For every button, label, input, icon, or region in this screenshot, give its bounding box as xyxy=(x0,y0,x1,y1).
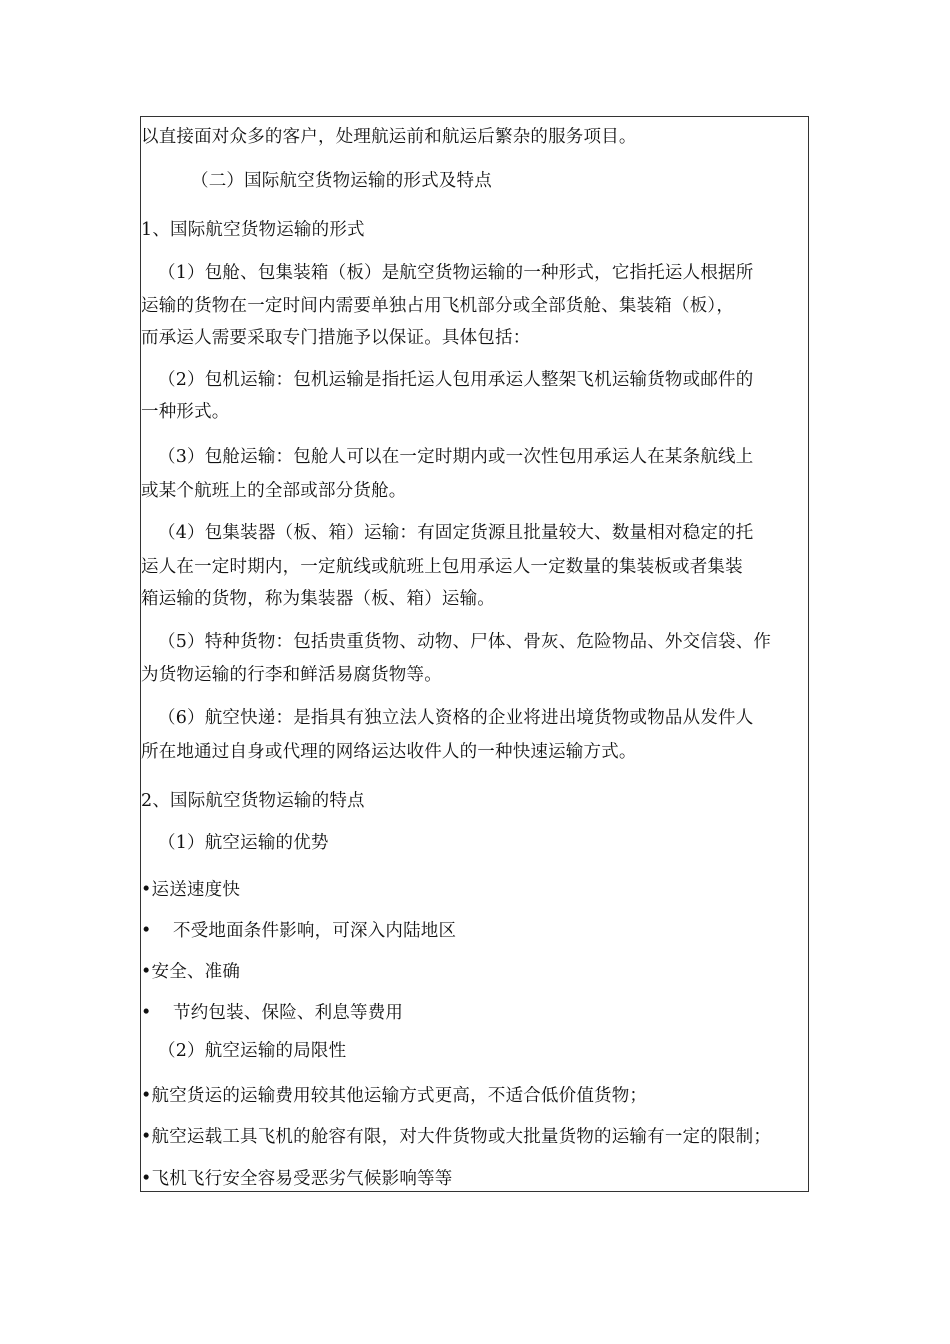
text-line: （6）航空快递：是指具有独立法人资格的企业将进出境货物或物品从发件人 xyxy=(158,708,754,728)
text-line: 运人在一定时期内，一定航线或航班上包用承运人一定数量的集装板或者集装 xyxy=(141,557,743,577)
bullet-item: •安全、准确 xyxy=(141,962,241,982)
subsection-heading: 2、国际航空货物运输的特点 xyxy=(141,791,365,811)
text-line: 一种形式。 xyxy=(141,402,230,422)
text-line: 运输的货物在一定时间内需要单独占用飞机部分或全部货舱、集装箱（板）， xyxy=(141,296,735,316)
bullet-item: •运送速度快 xyxy=(141,880,241,900)
list-heading: （1）航空运输的优势 xyxy=(158,833,329,853)
text-line: 或某个航班上的全部或部分货舱。 xyxy=(141,481,407,501)
bullet-marker: • xyxy=(141,921,152,941)
bullet-item-text: 不受地面条件影响，可深入内陆地区 xyxy=(173,921,457,941)
bullet-item: •航空货运的运输费用较其他运输方式更高，不适合低价值货物； xyxy=(141,1086,648,1106)
text-line: 而承运人需要采取专门措施予以保证。具体包括： xyxy=(141,328,531,348)
list-heading: （2）航空运输的局限性 xyxy=(158,1041,347,1061)
bullet-item: •航空运载工具飞机的舱容有限，对大件货物或大批量货物的运输有一定的限制； xyxy=(141,1127,772,1147)
text-line: 箱运输的货物，称为集装器（板、箱）运输。 xyxy=(141,589,495,609)
subsection-heading: 1、国际航空货物运输的形式 xyxy=(141,220,365,240)
bullet-item: •飞机飞行安全容易受恶劣气候影响等等 xyxy=(141,1169,453,1189)
section-heading: （二）国际航空货物运输的形式及特点 xyxy=(191,171,492,191)
bullet-marker: • xyxy=(141,1003,152,1023)
text-line: 所在地通过自身或代理的网络运达收件人的一种快速运输方式。 xyxy=(141,742,637,762)
text-line: （5）特种货物：包括贵重货物、动物、尸体、骨灰、危险物品、外交信袋、作 xyxy=(158,632,772,652)
text-line: 为货物运输的行李和鲜活易腐货物等。 xyxy=(141,665,442,685)
text-line: （2）包机运输：包机运输是指托运人包用承运人整架飞机运输货物或邮件的 xyxy=(158,370,754,390)
text-line: 以直接面对众多的客户，处理航运前和航运后繁杂的服务项目。 xyxy=(141,127,637,147)
bullet-item-text: 节约包装、保险、利息等费用 xyxy=(173,1003,404,1023)
text-line: （4）包集装器（板、箱）运输：有固定货源且批量较大、数量相对稳定的托 xyxy=(158,523,754,543)
text-line: （1）包舱、包集装箱（板）是航空货物运输的一种形式，它指托运人根据所 xyxy=(158,263,754,283)
text-line: （3）包舱运输：包舱人可以在一定时期内或一次性包用承运人在某条航线上 xyxy=(158,447,754,467)
